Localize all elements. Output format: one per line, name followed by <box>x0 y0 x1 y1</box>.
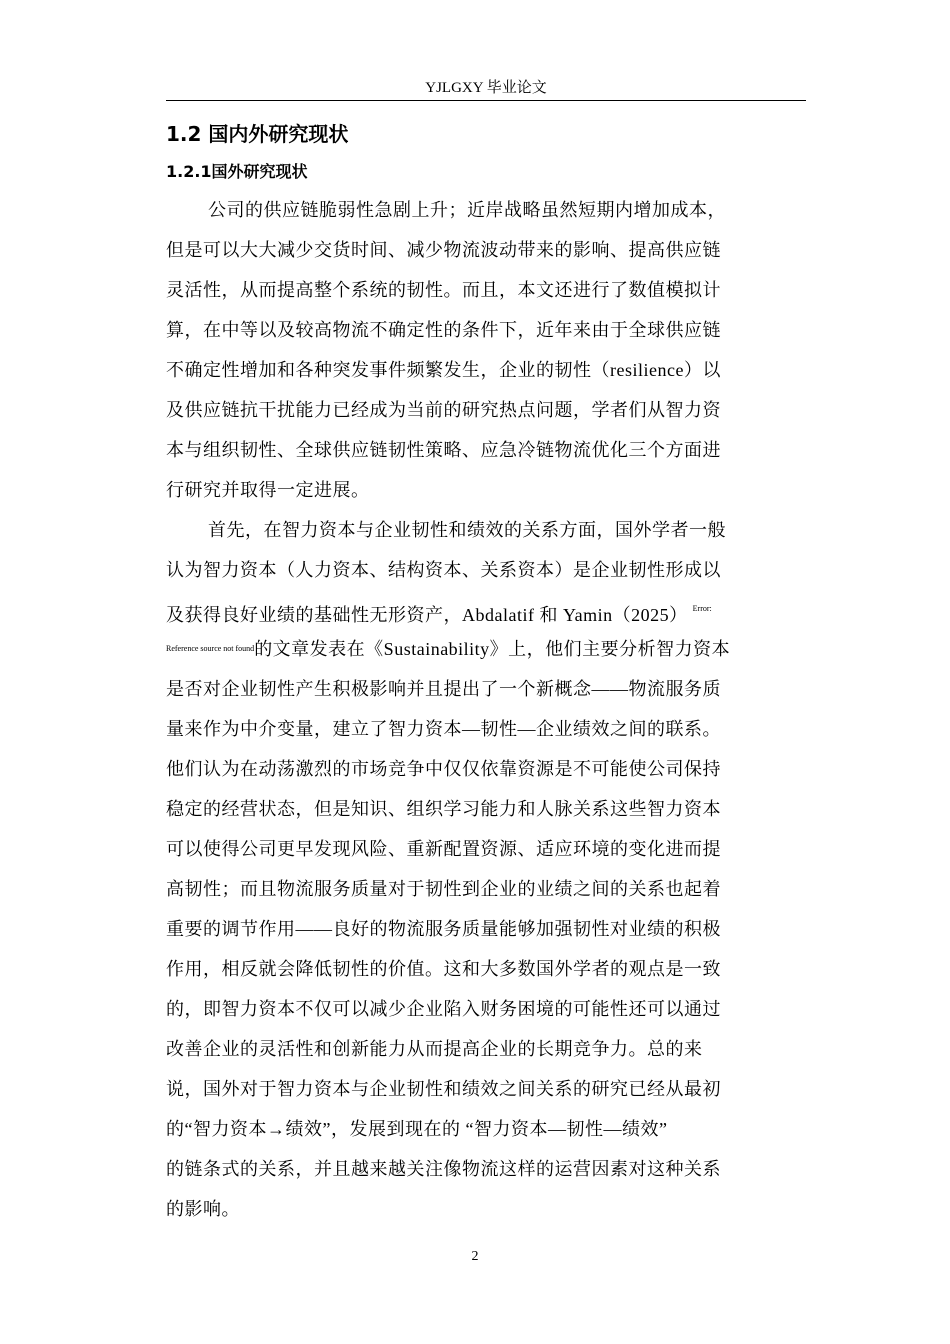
paragraph-text: 及获得良好业绩的基础性无形资产，Abdalatif 和 Yamin（2025） <box>166 605 688 625</box>
paragraph-line: 的，即智力资本不仅可以减少企业陷入财务困境的可能性还可以通过 <box>166 999 721 1019</box>
paragraph-line: 首先，在智力资本与企业韧性和绩效的关系方面，国外学者一般 <box>208 520 726 540</box>
paragraph-line: 改善企业的灵活性和创新能力从而提高企业的长期竞争力。总的来 <box>166 1039 703 1059</box>
paragraph-line: 但是可以大大减少交货时间、减少物流波动带来的影响、提高供应链 <box>166 240 721 260</box>
paragraph-line: 及供应链抗干扰能力已经成为当前的研究热点问题，学者们从智力资 <box>166 400 721 420</box>
paragraph-line: 行研究并取得一定进展。 <box>166 480 370 500</box>
page-header: YJLGXY 毕业论文 <box>425 80 547 96</box>
section-heading: 1.2 国内外研究现状 <box>166 122 349 146</box>
paragraph-line: 高韧性；而且物流服务质量对于韧性到企业的业绩之间的关系也起着 <box>166 879 721 899</box>
paragraph-line: 可以使得公司更早发现风险、重新配置资源、适应环境的变化进而提 <box>166 839 721 859</box>
paragraph-line: 的“智力资本→绩效”，发展到现在的 “智力资本—韧性—绩效” <box>166 1119 668 1139</box>
paragraph-line: 的链条式的关系，并且越来越关注像物流这样的运营因素对这种关系 <box>166 1159 721 1179</box>
paragraph-line: 算，在中等以及较高物流不确定性的条件下，近年来由于全球供应链 <box>166 320 721 340</box>
header-rule <box>166 100 806 101</box>
paragraph-line: 他们认为在动荡激烈的市场竞争中仅仅依靠资源是不可能使公司保持 <box>166 759 721 779</box>
paragraph-line: 的影响。 <box>166 1199 240 1219</box>
paragraph-line: 认为智力资本（人力资本、结构资本、关系资本）是企业韧性形成以 <box>166 560 721 580</box>
citation-error-text: Reference source not found <box>166 644 255 653</box>
paragraph-line-with-citation <box>166 637 730 661</box>
paragraph-line-with-citation <box>166 597 712 627</box>
page-number: 2 <box>471 1249 479 1264</box>
paragraph-line: 公司的供应链脆弱性急剧上升；近岸战略虽然短期内增加成本， <box>208 200 726 220</box>
paragraph-line: 量来作为中介变量，建立了智力资本—韧性—企业绩效之间的联系。 <box>166 719 721 739</box>
paragraph-line: 作用，相反就会降低韧性的价值。这和大多数国外学者的观点是一致 <box>166 959 721 979</box>
paragraph-line: 不确定性增加和各种突发事件频繁发生，企业的韧性（resilience）以 <box>166 360 721 380</box>
paragraph-line: 灵活性，从而提高整个系统的韧性。而且，本文还进行了数值模拟计 <box>166 280 721 300</box>
paragraph-line: 是否对企业韧性产生积极影响并且提出了一个新概念——物流服务质 <box>166 679 721 699</box>
citation-error-marker: Error: <box>692 604 712 613</box>
paragraph-line: 本与组织韧性、全球供应链韧性策略、应急冷链物流优化三个方面进 <box>166 440 721 460</box>
subsection-heading: 1.2.1国外研究现状 <box>166 162 308 181</box>
paragraph-line: 重要的调节作用——良好的物流服务质量能够加强韧性对业绩的积极 <box>166 919 721 939</box>
paragraph-text: 的文章发表在《Sustainability》上，他们主要分析智力资本 <box>254 639 731 659</box>
paragraph-line: 稳定的经营状态，但是知识、组织学习能力和人脉关系这些智力资本 <box>166 799 721 819</box>
paragraph-line: 说，国外对于智力资本与企业韧性和绩效之间关系的研究已经从最初 <box>166 1079 721 1099</box>
